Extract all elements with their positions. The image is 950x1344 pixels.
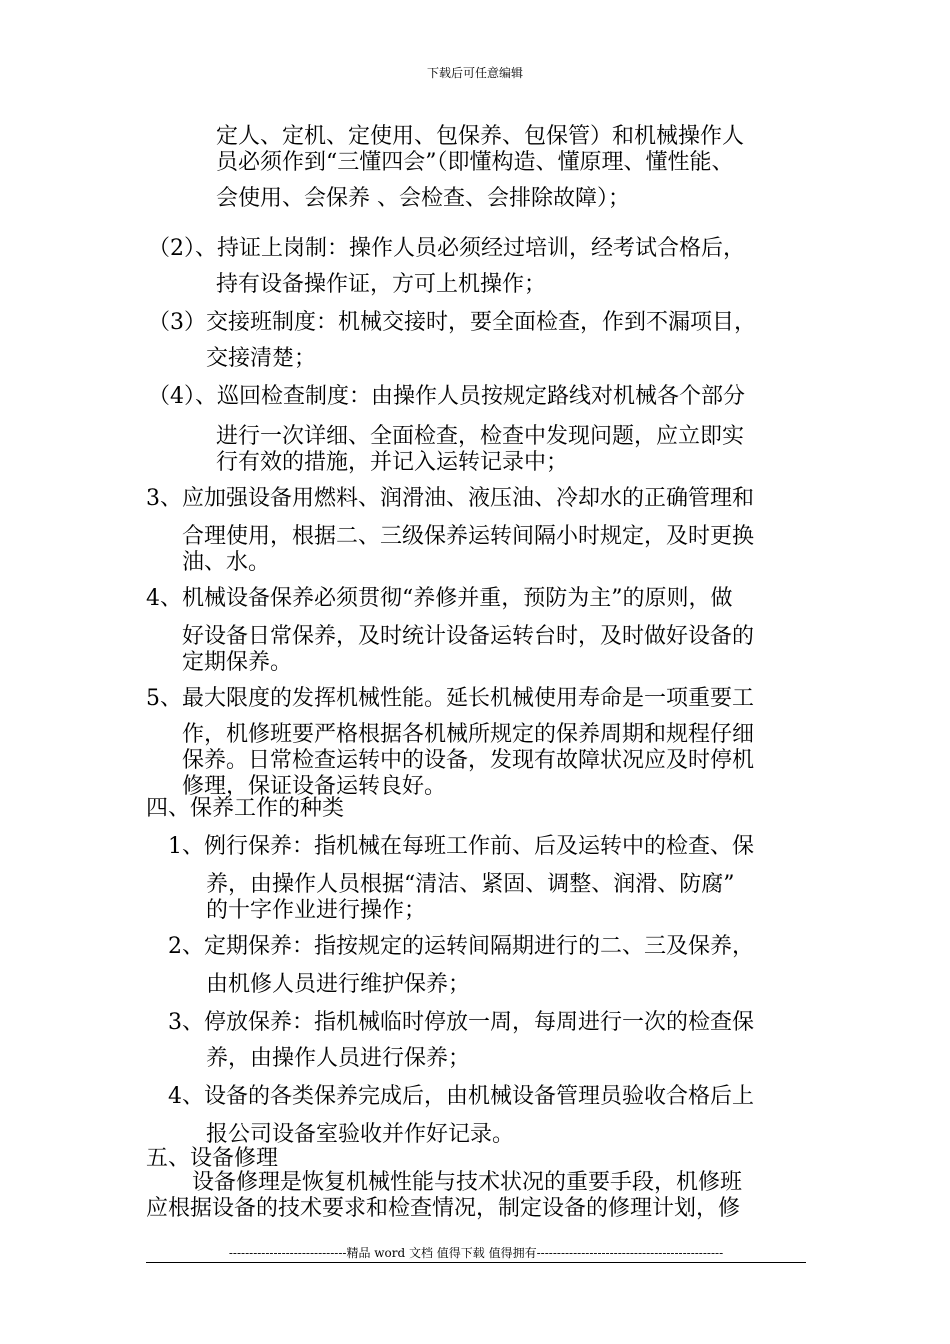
text-line: （2）、持证上岗制：操作人员必须经过培训，经考试合格后，	[148, 236, 745, 261]
text-line: 2、定期保养：指按规定的运转间隔期进行的二、三及保养，	[168, 934, 754, 959]
text-line: （4）、巡回检查制度：由操作人员按规定路线对机械各个部分	[148, 384, 745, 409]
section-heading: 四、保养工作的种类	[146, 796, 345, 821]
text-line: 5、最大限度的发挥机械性能。延长机械使用寿命是一项重要工	[146, 686, 754, 711]
text-line: 报公司设备室验收并作好记录。	[206, 1122, 515, 1147]
text-line: 养，由操作人员进行保养；	[206, 1046, 471, 1071]
text-line: 1、例行保养：指机械在每班工作前、后及运转中的检查、保	[168, 834, 754, 859]
text-line: 4、机械设备保养必须贯彻“养修并重，预防为主”的原则，做	[146, 586, 733, 611]
text-line: 持有设备操作证，方可上机操作；	[216, 272, 547, 297]
page-header: 下载后可任意编辑	[426, 66, 523, 80]
section-heading: 五、设备修理	[146, 1146, 279, 1171]
text-line: 3、停放保养：指机械临时停放一周，每周进行一次的检查保	[168, 1010, 754, 1035]
page-footer: -----------------------------精品 word 文档 值得下载 值得拥有----------------------------------------------	[228, 1246, 724, 1260]
text-line: 定期保养。	[182, 650, 293, 675]
text-line: 会使用、会保养 、会检查、会排除故障）；	[216, 186, 630, 211]
text-line: 进行一次详细、全面检查，检查中发现问题，应立即实	[216, 424, 745, 449]
text-line: 交接清楚；	[206, 346, 317, 371]
text-line: 养，由操作人员根据“清洁、紧固、调整、润滑、防腐”	[206, 872, 735, 897]
text-line: 4、设备的各类保养完成后，由机械设备管理员验收合格后上	[168, 1084, 754, 1109]
text-line: 修理，保证设备运转良好。	[182, 774, 447, 799]
text-line: 3、应加强设备用燃料、润滑油、液压油、冷却水的正确管理和	[146, 486, 754, 511]
text-line: 定人、定机、定使用、包保养、包保管）和机械操作人	[216, 124, 745, 149]
text-line: 员必须作到“三懂四会”（即懂构造、懂原理、懂性能、	[216, 150, 734, 175]
text-line: 应根据设备的技术要求和检查情况，制定设备的修理计划，修	[146, 1196, 741, 1221]
text-line: 合理使用，根据二、三级保养运转间隔小时规定，及时更换	[182, 524, 755, 549]
text-line: 设备修理是恢复机械性能与技术状况的重要手段，机修班	[192, 1170, 743, 1195]
text-line: 好设备日常保养，及时统计设备运转台时，及时做好设备的	[182, 624, 755, 649]
footer-rule	[146, 1262, 806, 1263]
text-line: 的十字作业进行操作；	[206, 898, 427, 923]
text-line: （3）交接班制度：机械交接时，要全面检查，作到不漏项目，	[148, 310, 756, 335]
text-line: 行有效的措施，并记入运转记录中；	[216, 450, 569, 475]
text-line: 油、水。	[182, 550, 271, 575]
text-line: 作，机修班要严格根据各机械所规定的保养周期和规程仔细	[182, 722, 755, 747]
text-line: 保养。日常检查运转中的设备，发现有故障状况应及时停机	[182, 748, 755, 773]
text-line: 由机修人员进行维护保养；	[206, 972, 471, 997]
